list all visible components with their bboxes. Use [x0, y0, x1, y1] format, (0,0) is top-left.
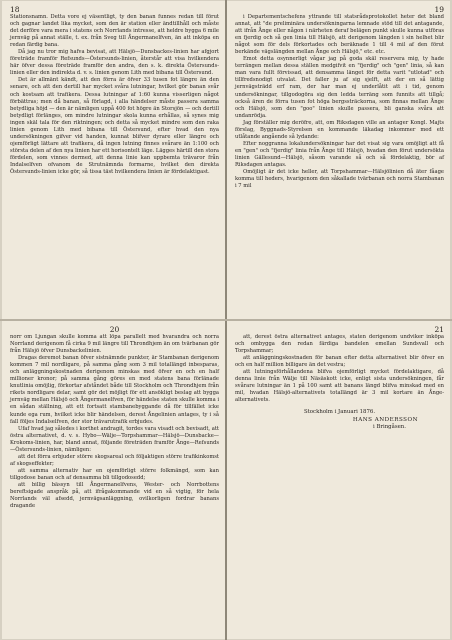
- paragraph: att det förra erbjuder större skogsareal och följaktigen större trafikinkomst af skogseffekter;: [10, 453, 219, 467]
- page-21: [227, 321, 450, 639]
- page-number: 21: [434, 325, 444, 334]
- paragraph: Då jag nu tror mig hafva bevisat, att Hälsjö—Dunsbackes-linien har afgjort företräde framför Refsunds—Östersunds-linien, återstår att visa hvilkendera här öfver dessa företräde framför den andra, den s. k. direkta Östersunds-linien eller den indirekta d. v. s. linien genom Lith med bibana till Östersund.: [10, 49, 219, 77]
- page-body: [235, 334, 444, 431]
- paragraph: att lutningsförhållandena blifva ojemförligt mycket fördelaktigare, då denna linie från Wälje till Näsäskott icke, enligt sista undersökningen, får svårare lutningar än 1 på 100 samt att banans längd blifva minskad med en mil, hvadan Hälsjö-alternativets totallängd är 3 mil kortare än Ånge-alternativets.: [235, 369, 444, 404]
- page-body: [10, 14, 219, 176]
- signature-place-date: Stockholm i Januari 1876.: [303, 409, 376, 416]
- paragraph: att anläggningskostnaden för banan efter detta alternativet blir öfver en och en half million billigare än det vestra;: [235, 355, 444, 369]
- signature-title: i Bringåsen.: [373, 424, 406, 431]
- paragraph: att samma alternativ har en ojemförligt större folkmängd, som kan tillgodose banan och af densamma bli tillgodosedd;: [10, 467, 219, 481]
- page-number: 20: [109, 325, 120, 334]
- paragraph: Stationsnamn. Detta vore ej väsentligt, ty den banan funnes redan till förut och gagnar landet lika mycket, som den är station eller ändtillhåll och måste det derföre vara mera i statens och Norrlands intresse, att heldre bygga 6 mile jernväg på annat ställe, t. ex. från Sveg till Ångermanelfven, än att inköpa en redan färdig bana.: [10, 14, 219, 49]
- page-body: [10, 334, 219, 510]
- page-19: [227, 1, 450, 319]
- page-number: 18: [10, 5, 20, 14]
- page-18: [2, 1, 225, 319]
- paragraph: Efter noggranna lokalundersökningar har det visat sig vara omöjligt att få en "gen" och "fjerdig" linia från Ånge till Hälsjö, hvadan den förut undersökta linien Gällesund—Hälsjö, såsom varande så och så fördelaktig, bör af Riksdagen antagas.: [235, 140, 444, 168]
- paragraph: Omöjligt är det icke heller, att Torpshammar—Hälsjölinien då äter fåage komma till heders, hvarigenom den såkallade tvärbanan och norra Stambanan i 7 mil: [235, 169, 444, 190]
- paragraph: att, derest östra alternativet antages, staten derigenom undviker inköpa och ombygga den redan färdiga bandelen emellan Sundsvall och Torpshammar;: [235, 334, 444, 355]
- paragraph: Det är allmänt kändt, att den förra är öfver 33 tusen fot längre än den senare, och att den dertill har mycket svåra lutningar, hvilket gör banan svår och kostsam att trafikera. Dessa lutningar af 1:60 kunna visserligen något förbättras; men då banan, så förlagd, i alla händelser måste passera samma betydliga höjd — den är nämligen uppå 400 fot högre än Storsjön — och dertill betydligt förlänges, om mindre lutningar skola kunna erhållas, så synes mig ingen skäl tala för den riktningen; och detta så mycket mindre som den raka linien genom Lith med bibana till Östersund, efter hvad den nya undersökningen gifver vid handen, kunnat blifver dyrare eller längre och ojemförligt lättare att trafikera, då ingen lutning finnes svårare än 1:100 och största delen af den nya linien har ett horisontelt läge. Lägges härtill den stora fördelen, som vinnes dermed, att denna linie kan uppbemta trävaror från Indalselfven ofvanom de Strutnämnda formarne, hvilket den direkta Östersunds-linien icke gör, så tissa täst hvilkendera linien är fördelaktigast.: [10, 77, 219, 176]
- signature-name: HANS ANDERSSON: [352, 417, 418, 424]
- paragraph: norr om Ljungan skulle komma att löpa parallelt med hvarandra och norra Norrland derigenom få cirka 9 mil längre till Throndhjem än om tvärbanan gör från Hälsjö öfver Dunsbackelinien.: [10, 334, 219, 355]
- paragraph: Dragas deremot banan öfver sistnämnde punkter, är Stambanan derigenom kommen 7 mil nordligare, på samma gång som 3 mil totallängd inbesparas, och anläggningskostnaden derigenom minskas med öfver en och en half millioner kronor; på samma gång göres en med statens bana förlänade knutlinia omöjlig, förkortar afståndet både till Stockholm och Throndhjem från rikets nordligare delar, samt gör det möjligt för ett ansökligt beslag att bygga jernväg mellan Hälsjö och Ångermanelfven, för händelse staten skulle komma i en sådan ställning, att ett fortsatt stambanebyggande då för tillfället icke kunde ega rum, hvilket icke blir händelsen, derest Ångelinien antages, ty i så fall följes Indalselfven, der stor trävarutrafik erbjudes.: [10, 355, 219, 425]
- paragraph: Ufaf hvad jag således i korthet andragit, tordes vara visadt och bevisadt, att östra alternativet, d. v. s. Hybo—Wälje—Torpshammar—Hälsjö—Dunsbacke—Krokoms-linien, har, bland annat, följande företräden framför Ånge—Refsunds—Östersunds-linien, nämligen:: [10, 425, 219, 453]
- paragraph: Jag förställer mig deröfre, att, om Riksdagen ville an antager Kongl. Majts förslag, Byggnads-Styrelsen en kommande läkadag inkommer med ett utlåtande angående så lydande:: [235, 119, 444, 140]
- page-number: 19: [434, 5, 444, 14]
- page-20: [2, 321, 225, 639]
- paragraph: i Departementschefens yttrande till statsrådsprotokollet heter det bland annat, att "de preliminära undersökningarna lemnade stöd till det antagande, att ifrån Ånge eller någon i närheten deraf belägen punkt skulle kunna utföras en fjerdig och så gen linia till Hälsjö, att derigenom längden i sin helhet blir något som för dels förkortades och beräknade 1 till 4 mil af den förut berkände vägslängden mellan Ånge och Hälsjö," etc. etc.: [235, 14, 444, 56]
- signature-block: [235, 408, 444, 431]
- page-body: [235, 14, 444, 190]
- paragraph: att billig bässyn till Ångermanelfvens, Wester- och Norrbottens bereftsigade anspråk på, att ifrågakommande vid en så vigtig, för hela Norrlands väl afsedd, jernvägsanläggning, ovilkorligen fordrar banans dragande: [10, 481, 219, 510]
- paragraph: Emot detta osynnerligt vågar jag på goda skäl reservera mig, ty hade terrängen mellan dessa ställen medgifvit en "fjerdig" och "gen" linia, så kan man vara fullt förvissad, att densamma länget för detta varit "utlotad" och tillfredsnodigt utvalat. Det faller ju af sig sjelft, att der en så lättig jernvägsträdd erf ram, der har man ej underlåtit att i tid, genom undersökningar, tillgodogöra sig den ledda terräng som funnits att tillgå; också ären de förra tusen fot höga bergssträckorna, som finnas mellan Ånge och Hälsjö, som den "goo" linien skulle passera, bli ganska svåra att undanrödja.: [235, 56, 444, 119]
